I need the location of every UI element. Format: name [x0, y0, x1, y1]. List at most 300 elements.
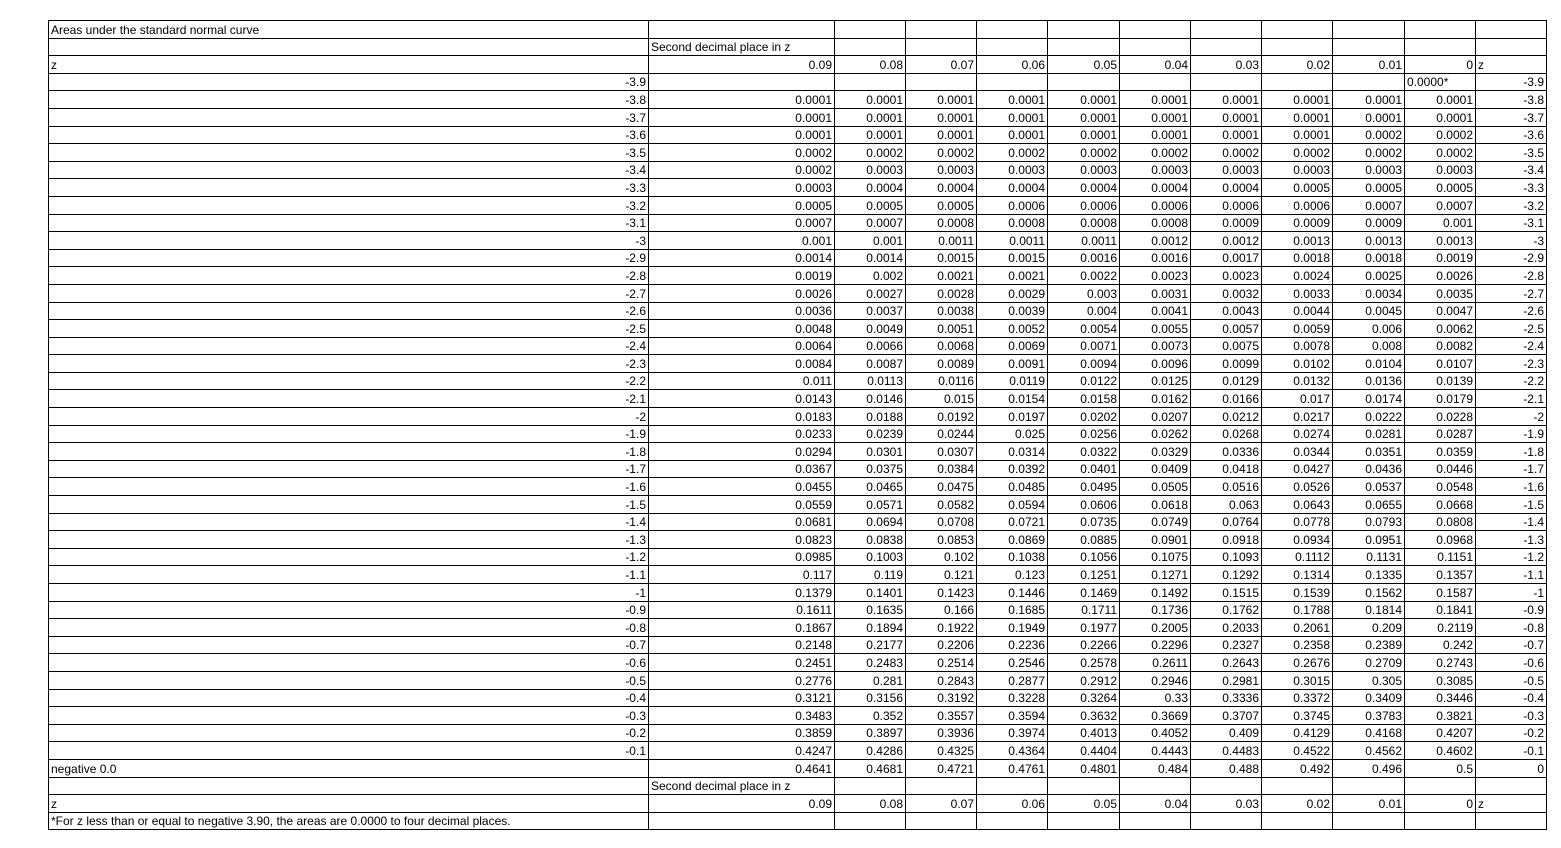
area-value-cell[interactable]: 0.3228 — [977, 689, 1048, 707]
area-value-cell[interactable]: 0.0853 — [906, 531, 977, 549]
column-header-0.03[interactable]: 0.03 — [1191, 795, 1262, 813]
area-value-cell[interactable]: 0.0003 — [977, 161, 1048, 179]
footnote-blank-cell[interactable] — [649, 812, 835, 830]
z-value-cell[interactable]: -2.1 — [49, 390, 649, 408]
area-value-cell[interactable]: 0.3264 — [1048, 689, 1120, 707]
z-value-right-cell[interactable]: -0.4 — [1476, 689, 1547, 707]
area-value-cell[interactable]: 0.2483 — [835, 654, 906, 672]
area-value-cell[interactable]: 0.0002 — [906, 144, 977, 162]
area-value-cell[interactable]: 0.0001 — [1120, 108, 1191, 126]
area-value-cell[interactable] — [906, 73, 977, 91]
area-value-cell[interactable]: 0.0001 — [1048, 126, 1120, 144]
area-value-cell[interactable]: 0.2177 — [835, 636, 906, 654]
area-value-cell[interactable]: 0.0918 — [1191, 531, 1262, 549]
area-value-cell[interactable]: 0.0367 — [649, 460, 835, 478]
area-value-cell[interactable]: 0.0268 — [1191, 425, 1262, 443]
area-value-cell[interactable]: 0.0262 — [1120, 425, 1191, 443]
area-value-cell[interactable] — [835, 73, 906, 91]
area-value-cell[interactable]: 0.492 — [1262, 759, 1333, 777]
area-value-cell[interactable]: 0.1539 — [1262, 584, 1333, 602]
area-value-cell[interactable]: 0.0708 — [906, 513, 977, 531]
area-value-cell[interactable]: 0.4483 — [1191, 742, 1262, 760]
area-value-cell[interactable]: 0.0001 — [649, 91, 835, 109]
area-value-cell[interactable]: 0.123 — [977, 566, 1048, 584]
area-value-cell[interactable]: 0.0655 — [1333, 496, 1405, 514]
z-value-cell[interactable]: -2.3 — [49, 355, 649, 373]
area-value-cell[interactable]: 0.0003 — [1405, 161, 1476, 179]
z-value-right-cell[interactable]: -3.3 — [1476, 179, 1547, 197]
area-value-cell[interactable]: 0.0004 — [1120, 179, 1191, 197]
area-value-cell[interactable]: 0.0158 — [1048, 390, 1120, 408]
area-value-cell[interactable]: 0.2843 — [906, 671, 977, 689]
area-value-cell[interactable]: 0.0749 — [1120, 513, 1191, 531]
area-value-cell[interactable]: 0.0329 — [1120, 443, 1191, 461]
area-value-cell[interactable]: 0.0001 — [977, 91, 1048, 109]
footnote-blank-cell[interactable] — [1120, 812, 1191, 830]
area-value-cell[interactable]: 0.4404 — [1048, 742, 1120, 760]
area-value-cell[interactable]: 0.0014 — [649, 249, 835, 267]
z-label-right[interactable]: z — [1476, 795, 1547, 813]
area-value-cell[interactable]: 0.0322 — [1048, 443, 1120, 461]
area-value-cell[interactable]: 0.063 — [1191, 496, 1262, 514]
area-value-cell[interactable]: 0.4761 — [977, 759, 1048, 777]
area-value-cell[interactable]: 0.0793 — [1333, 513, 1405, 531]
area-value-cell[interactable]: 0.0041 — [1120, 302, 1191, 320]
area-value-cell[interactable]: 0.0035 — [1405, 284, 1476, 302]
top-blank-cell[interactable] — [1333, 38, 1405, 56]
area-value-cell[interactable]: 0.2643 — [1191, 654, 1262, 672]
area-value-cell[interactable]: 0.1038 — [977, 548, 1048, 566]
area-value-cell[interactable]: 0.1131 — [1333, 548, 1405, 566]
z-value-cell[interactable]: -2.8 — [49, 267, 649, 285]
area-value-cell[interactable]: 0.209 — [1333, 619, 1405, 637]
top-blank-cell[interactable] — [906, 38, 977, 56]
area-value-cell[interactable]: 0.4602 — [1405, 742, 1476, 760]
area-value-cell[interactable]: 0.1003 — [835, 548, 906, 566]
column-header-0.06[interactable]: 0.06 — [977, 795, 1048, 813]
area-value-cell[interactable]: 0.0096 — [1120, 355, 1191, 373]
area-value-cell[interactable]: 0.3446 — [1405, 689, 1476, 707]
area-value-cell[interactable]: 0.242 — [1405, 636, 1476, 654]
area-value-cell[interactable]: 0.0162 — [1120, 390, 1191, 408]
title-blank-cell[interactable] — [1333, 21, 1405, 39]
area-value-cell[interactable]: 0.2327 — [1191, 636, 1262, 654]
area-value-cell[interactable]: 0.0256 — [1048, 425, 1120, 443]
area-value-cell[interactable]: 0.3156 — [835, 689, 906, 707]
area-value-cell[interactable]: 0.1515 — [1191, 584, 1262, 602]
z-value-cell[interactable]: -1.5 — [49, 496, 649, 514]
z-value-right-cell[interactable]: -0.2 — [1476, 724, 1547, 742]
area-value-cell[interactable]: 0.0594 — [977, 496, 1048, 514]
area-value-cell[interactable]: 0.0427 — [1262, 460, 1333, 478]
area-value-cell[interactable]: 0.0011 — [977, 232, 1048, 250]
footnote-blank-cell[interactable] — [1262, 812, 1333, 830]
bottom-blank-cell[interactable] — [906, 777, 977, 795]
footnote[interactable]: *For z less than or equal to negative 3.90, the areas are 0.0000 to four decimal places. — [49, 812, 649, 830]
area-value-cell[interactable]: 0.0003 — [1048, 161, 1120, 179]
area-value-cell[interactable]: 0.0143 — [649, 390, 835, 408]
area-value-cell[interactable]: 0.0336 — [1191, 443, 1262, 461]
area-value-cell[interactable]: 0.3821 — [1405, 707, 1476, 725]
area-value-cell[interactable]: 0.2743 — [1405, 654, 1476, 672]
area-value-cell[interactable]: 0.0001 — [1405, 108, 1476, 126]
area-value-cell[interactable]: 0.0005 — [1262, 179, 1333, 197]
area-value-cell[interactable]: 0.0125 — [1120, 372, 1191, 390]
z-value-right-cell[interactable]: -0.1 — [1476, 742, 1547, 760]
z-value-cell[interactable]: -1.8 — [49, 443, 649, 461]
area-value-cell[interactable]: 0.0009 — [1333, 214, 1405, 232]
area-value-cell[interactable]: 0.3783 — [1333, 707, 1405, 725]
area-value-cell[interactable]: 0.0183 — [649, 408, 835, 426]
area-value-cell[interactable]: 0.0032 — [1191, 284, 1262, 302]
area-value-cell[interactable]: 0.0418 — [1191, 460, 1262, 478]
area-value-cell[interactable]: 0.1841 — [1405, 601, 1476, 619]
area-value-cell[interactable]: 0.0011 — [906, 232, 977, 250]
z-value-right-cell[interactable]: -0.9 — [1476, 601, 1547, 619]
area-value-cell[interactable]: 0.1977 — [1048, 619, 1120, 637]
area-value-cell[interactable]: 0.352 — [835, 707, 906, 725]
area-value-cell[interactable]: 0.0006 — [1120, 196, 1191, 214]
area-value-cell[interactable]: 0.0082 — [1405, 337, 1476, 355]
column-header-0.01[interactable]: 0.01 — [1333, 795, 1405, 813]
z-value-cell[interactable]: -1.9 — [49, 425, 649, 443]
area-value-cell[interactable]: 0.0179 — [1405, 390, 1476, 408]
area-value-cell[interactable]: 0.2296 — [1120, 636, 1191, 654]
area-value-cell[interactable]: 0.0031 — [1120, 284, 1191, 302]
z-value-right-cell[interactable]: -2.9 — [1476, 249, 1547, 267]
z-value-right-cell[interactable]: -3.4 — [1476, 161, 1547, 179]
area-value-cell[interactable]: 0.488 — [1191, 759, 1262, 777]
area-value-cell[interactable]: 0.0006 — [1262, 196, 1333, 214]
z-value-right-cell[interactable]: -3.8 — [1476, 91, 1547, 109]
title-blank-cell[interactable] — [835, 21, 906, 39]
area-value-cell[interactable]: 0.2981 — [1191, 671, 1262, 689]
area-value-cell[interactable]: 0.0495 — [1048, 478, 1120, 496]
area-value-cell[interactable]: 0.0344 — [1262, 443, 1333, 461]
area-value-cell[interactable]: 0.0838 — [835, 531, 906, 549]
bottom-blank-cell[interactable] — [1120, 777, 1191, 795]
area-value-cell[interactable]: 0.0119 — [977, 372, 1048, 390]
footnote-blank-cell[interactable] — [1476, 812, 1547, 830]
area-value-cell[interactable]: 0.0005 — [835, 196, 906, 214]
area-value-cell[interactable] — [1120, 73, 1191, 91]
area-value-cell[interactable]: 0.1762 — [1191, 601, 1262, 619]
area-value-cell[interactable]: 0.0548 — [1405, 478, 1476, 496]
area-value-cell[interactable]: 0.0057 — [1191, 320, 1262, 338]
z-value-cell[interactable]: -0.3 — [49, 707, 649, 725]
area-value-cell[interactable]: 0.4052 — [1120, 724, 1191, 742]
area-value-cell[interactable]: 0.0026 — [649, 284, 835, 302]
area-value-cell[interactable]: 0.0043 — [1191, 302, 1262, 320]
area-value-cell[interactable]: 0.4168 — [1333, 724, 1405, 742]
area-value-cell[interactable]: 0.0721 — [977, 513, 1048, 531]
area-value-cell[interactable]: 0.0084 — [649, 355, 835, 373]
area-value-cell[interactable]: 0.0401 — [1048, 460, 1120, 478]
z-value-right-cell[interactable]: -1.5 — [1476, 496, 1547, 514]
bottom-blank-cell[interactable] — [1048, 777, 1120, 795]
bottom-blank-cell[interactable] — [1262, 777, 1333, 795]
area-value-cell[interactable]: 0.3015 — [1262, 671, 1333, 689]
area-value-cell[interactable]: 0.0409 — [1120, 460, 1191, 478]
area-value-cell[interactable]: 0.1587 — [1405, 584, 1476, 602]
area-value-cell[interactable]: 0.0014 — [835, 249, 906, 267]
area-value-cell[interactable]: 0.1894 — [835, 619, 906, 637]
second-decimal-label[interactable]: Second decimal place in z — [649, 777, 835, 795]
area-value-cell[interactable]: 0.0228 — [1405, 408, 1476, 426]
area-value-cell[interactable]: 0.4681 — [835, 759, 906, 777]
area-value-cell[interactable]: 0.0009 — [1262, 214, 1333, 232]
area-value-cell[interactable]: 0.1401 — [835, 584, 906, 602]
area-value-cell[interactable]: 0.0025 — [1333, 267, 1405, 285]
area-value-cell[interactable]: 0.4562 — [1333, 742, 1405, 760]
area-value-cell[interactable]: 0.015 — [906, 390, 977, 408]
area-value-cell[interactable]: 0.3192 — [906, 689, 977, 707]
area-value-cell[interactable]: 0.281 — [835, 671, 906, 689]
area-value-cell[interactable]: 0.0582 — [906, 496, 977, 514]
column-header-0.08[interactable]: 0.08 — [835, 56, 906, 74]
area-value-cell[interactable]: 0.0307 — [906, 443, 977, 461]
area-value-cell[interactable]: 0.0694 — [835, 513, 906, 531]
area-value-cell[interactable]: 0.0104 — [1333, 355, 1405, 373]
area-value-cell[interactable]: 0.0001 — [1191, 108, 1262, 126]
area-value-cell[interactable]: 0.0233 — [649, 425, 835, 443]
area-value-cell[interactable]: 0.0001 — [649, 108, 835, 126]
area-value-cell[interactable]: 0.4801 — [1048, 759, 1120, 777]
area-value-cell[interactable]: 0.0217 — [1262, 408, 1333, 426]
area-value-cell[interactable]: 0.0089 — [906, 355, 977, 373]
z-value-right-cell[interactable]: -1.9 — [1476, 425, 1547, 443]
area-value-cell[interactable] — [1262, 73, 1333, 91]
area-value-cell[interactable]: 0.0001 — [906, 126, 977, 144]
area-value-cell[interactable]: 0.0006 — [977, 196, 1048, 214]
area-value-cell[interactable]: 0.0006 — [1048, 196, 1120, 214]
title-blank-cell[interactable] — [649, 21, 835, 39]
z-value-right-cell[interactable]: -2.4 — [1476, 337, 1547, 355]
area-value-cell[interactable]: 0.0475 — [906, 478, 977, 496]
area-value-cell[interactable]: 0.1379 — [649, 584, 835, 602]
area-value-cell[interactable]: 0.4207 — [1405, 724, 1476, 742]
area-value-cell[interactable]: 0.0537 — [1333, 478, 1405, 496]
z-value-cell[interactable]: -1.2 — [49, 548, 649, 566]
area-value-cell[interactable]: 0.0004 — [906, 179, 977, 197]
area-value-cell[interactable]: 0.0681 — [649, 513, 835, 531]
z-value-cell[interactable]: -0.9 — [49, 601, 649, 619]
area-value-cell[interactable]: 0.1736 — [1120, 601, 1191, 619]
area-value-cell[interactable]: 0.0001 — [906, 108, 977, 126]
area-value-cell[interactable]: 0.1314 — [1262, 566, 1333, 584]
area-value-cell[interactable]: 0.0314 — [977, 443, 1048, 461]
area-value-cell[interactable]: 0.0001 — [1333, 108, 1405, 126]
area-value-cell[interactable]: 0.0005 — [649, 196, 835, 214]
area-value-cell[interactable]: 0.3594 — [977, 707, 1048, 725]
area-value-cell[interactable]: 0.0001 — [977, 108, 1048, 126]
area-value-cell[interactable]: 0.0102 — [1262, 355, 1333, 373]
second-decimal-label[interactable]: Second decimal place in z — [649, 38, 835, 56]
area-value-cell[interactable]: 0.0446 — [1405, 460, 1476, 478]
area-value-cell[interactable]: 0.0007 — [1333, 196, 1405, 214]
z-value-right-cell[interactable]: -0.5 — [1476, 671, 1547, 689]
area-value-cell[interactable]: 0.0526 — [1262, 478, 1333, 496]
area-value-cell[interactable]: 0.0002 — [1048, 144, 1120, 162]
area-value-cell[interactable]: 0.0001 — [1405, 91, 1476, 109]
area-value-cell[interactable]: 0.1335 — [1333, 566, 1405, 584]
z-value-cell[interactable]: -0.6 — [49, 654, 649, 672]
column-header-0[interactable]: 0 — [1405, 795, 1476, 813]
area-value-cell[interactable]: 0.1075 — [1120, 548, 1191, 566]
area-value-cell[interactable]: 0.0039 — [977, 302, 1048, 320]
area-value-cell[interactable]: 0.2776 — [649, 671, 835, 689]
z-value-right-cell[interactable]: -1 — [1476, 584, 1547, 602]
area-value-cell[interactable]: 0.4013 — [1048, 724, 1120, 742]
area-value-cell[interactable]: 0.3372 — [1262, 689, 1333, 707]
area-value-cell[interactable]: 0.0001 — [1191, 91, 1262, 109]
area-value-cell[interactable]: 0.0823 — [649, 531, 835, 549]
z-value-cell[interactable]: -1.1 — [49, 566, 649, 584]
footnote-blank-cell[interactable] — [977, 812, 1048, 830]
area-value-cell[interactable]: 0.0516 — [1191, 478, 1262, 496]
area-value-cell[interactable]: 0.1814 — [1333, 601, 1405, 619]
area-value-cell[interactable]: 0.0301 — [835, 443, 906, 461]
title-blank-cell[interactable] — [1405, 21, 1476, 39]
area-value-cell[interactable]: 0.1469 — [1048, 584, 1120, 602]
area-value-cell[interactable]: 0.0808 — [1405, 513, 1476, 531]
area-value-cell[interactable]: 0.0985 — [649, 548, 835, 566]
area-value-cell[interactable]: 0.0001 — [1120, 126, 1191, 144]
area-value-cell[interactable]: 0.0051 — [906, 320, 977, 338]
z-value-cell[interactable]: -3 — [49, 232, 649, 250]
area-value-cell[interactable]: 0.0002 — [835, 144, 906, 162]
z-value-right-cell[interactable]: -2 — [1476, 408, 1547, 426]
z-value-right-cell[interactable]: -1.3 — [1476, 531, 1547, 549]
z-value-right-cell[interactable]: -0.6 — [1476, 654, 1547, 672]
area-value-cell[interactable]: 0.0465 — [835, 478, 906, 496]
z-value-right-cell[interactable]: -0.3 — [1476, 707, 1547, 725]
z-value-cell[interactable]: -1.6 — [49, 478, 649, 496]
area-value-cell[interactable]: 0.0002 — [1262, 144, 1333, 162]
z-value-right-cell[interactable]: -3.6 — [1476, 126, 1547, 144]
z-label[interactable]: z — [49, 56, 649, 74]
area-value-cell[interactable]: 0.1423 — [906, 584, 977, 602]
area-value-cell[interactable]: 0.2236 — [977, 636, 1048, 654]
column-header-0.07[interactable]: 0.07 — [906, 795, 977, 813]
area-value-cell[interactable]: 0.0212 — [1191, 408, 1262, 426]
area-value-cell[interactable]: 0.3859 — [649, 724, 835, 742]
area-value-cell[interactable]: 0.0001 — [1262, 108, 1333, 126]
area-value-cell[interactable]: 0.1112 — [1262, 548, 1333, 566]
area-value-cell[interactable]: 0.2514 — [906, 654, 977, 672]
area-value-cell[interactable]: 0.0113 — [835, 372, 906, 390]
z-value-right-cell[interactable]: -1.7 — [1476, 460, 1547, 478]
z-value-cell[interactable]: -3.9 — [49, 73, 649, 91]
area-value-cell[interactable]: 0.0007 — [835, 214, 906, 232]
area-value-cell[interactable]: 0.0003 — [1333, 161, 1405, 179]
area-value-cell[interactable]: 0.0003 — [835, 161, 906, 179]
z-value-right-cell[interactable]: -1.8 — [1476, 443, 1547, 461]
area-value-cell[interactable]: 0.001 — [1405, 214, 1476, 232]
area-value-cell[interactable]: 0.0571 — [835, 496, 906, 514]
z-value-right-cell[interactable]: -3.9 — [1476, 73, 1547, 91]
area-value-cell[interactable]: 0.2546 — [977, 654, 1048, 672]
area-value-cell[interactable]: 0.0901 — [1120, 531, 1191, 549]
area-value-cell[interactable]: 0.0001 — [906, 91, 977, 109]
z-value-right-cell[interactable]: -1.6 — [1476, 478, 1547, 496]
area-value-cell[interactable]: 0.0002 — [1120, 144, 1191, 162]
area-value-cell[interactable]: 0.0436 — [1333, 460, 1405, 478]
area-value-cell[interactable]: 0.0778 — [1262, 513, 1333, 531]
area-value-cell[interactable]: 0.1056 — [1048, 548, 1120, 566]
z-value-right-cell[interactable]: -2.3 — [1476, 355, 1547, 373]
area-value-cell[interactable]: 0.0001 — [1262, 126, 1333, 144]
title-blank-cell[interactable] — [906, 21, 977, 39]
area-value-cell[interactable]: 0.0002 — [649, 144, 835, 162]
area-value-cell[interactable]: 0.0004 — [835, 179, 906, 197]
area-value-cell[interactable]: 0.0015 — [977, 249, 1048, 267]
area-value-cell[interactable]: 0.305 — [1333, 671, 1405, 689]
column-header-0.02[interactable]: 0.02 — [1262, 56, 1333, 74]
z-value-cell[interactable]: -2.7 — [49, 284, 649, 302]
area-value-cell[interactable]: 0.2389 — [1333, 636, 1405, 654]
area-value-cell[interactable]: 0.3483 — [649, 707, 835, 725]
area-value-cell[interactable]: 0.1271 — [1120, 566, 1191, 584]
top-blank-cell[interactable] — [1262, 38, 1333, 56]
bottom-blank-cell[interactable] — [1191, 777, 1262, 795]
area-value-cell[interactable]: 0.0132 — [1262, 372, 1333, 390]
area-value-cell[interactable]: 0.0174 — [1333, 390, 1405, 408]
area-value-cell[interactable]: 0.0002 — [1333, 126, 1405, 144]
area-value-cell[interactable]: 0.0078 — [1262, 337, 1333, 355]
area-value-cell[interactable]: 0.0087 — [835, 355, 906, 373]
area-value-cell[interactable]: 0.4129 — [1262, 724, 1333, 742]
area-value-cell[interactable]: 0.0052 — [977, 320, 1048, 338]
area-value-cell[interactable]: 0.0455 — [649, 478, 835, 496]
z-value-right-cell[interactable]: -3.5 — [1476, 144, 1547, 162]
z-value-cell[interactable]: -3.3 — [49, 179, 649, 197]
area-value-cell[interactable]: 0.1251 — [1048, 566, 1120, 584]
top-blank-cell[interactable] — [1191, 38, 1262, 56]
area-value-cell[interactable]: 0.0559 — [649, 496, 835, 514]
z-value-right-cell[interactable]: -3 — [1476, 232, 1547, 250]
z-value-cell[interactable]: -0.4 — [49, 689, 649, 707]
footnote-blank-cell[interactable] — [1333, 812, 1405, 830]
area-value-cell[interactable]: 0.0000* — [1405, 73, 1476, 91]
footnote-blank-cell[interactable] — [906, 812, 977, 830]
area-value-cell[interactable]: 0.017 — [1262, 390, 1333, 408]
area-value-cell[interactable]: 0.2206 — [906, 636, 977, 654]
area-value-cell[interactable]: 0.4247 — [649, 742, 835, 760]
bottom-blank-cell[interactable] — [1333, 777, 1405, 795]
z-value-cell[interactable]: -1 — [49, 584, 649, 602]
z-value-right-cell[interactable]: -3.1 — [1476, 214, 1547, 232]
area-value-cell[interactable]: 0.0951 — [1333, 531, 1405, 549]
area-value-cell[interactable]: 0.2912 — [1048, 671, 1120, 689]
area-value-cell[interactable]: 0.0002 — [977, 144, 1048, 162]
area-value-cell[interactable] — [977, 73, 1048, 91]
z-value-cell[interactable]: -2.5 — [49, 320, 649, 338]
z-value-right-cell[interactable]: 0 — [1476, 759, 1547, 777]
area-value-cell[interactable]: 0.0359 — [1405, 443, 1476, 461]
area-value-cell[interactable]: 0.011 — [649, 372, 835, 390]
area-value-cell[interactable]: 0.0239 — [835, 425, 906, 443]
z-value-cell[interactable]: -2.6 — [49, 302, 649, 320]
area-value-cell[interactable]: 0.409 — [1191, 724, 1262, 742]
z-value-cell[interactable]: -0.7 — [49, 636, 649, 654]
area-value-cell[interactable]: 0.121 — [906, 566, 977, 584]
area-value-cell[interactable]: 0.0023 — [1120, 267, 1191, 285]
area-value-cell[interactable]: 0.496 — [1333, 759, 1405, 777]
area-value-cell[interactable]: 0.0001 — [1333, 91, 1405, 109]
area-value-cell[interactable]: 0.0668 — [1405, 496, 1476, 514]
area-value-cell[interactable]: 0.0012 — [1120, 232, 1191, 250]
